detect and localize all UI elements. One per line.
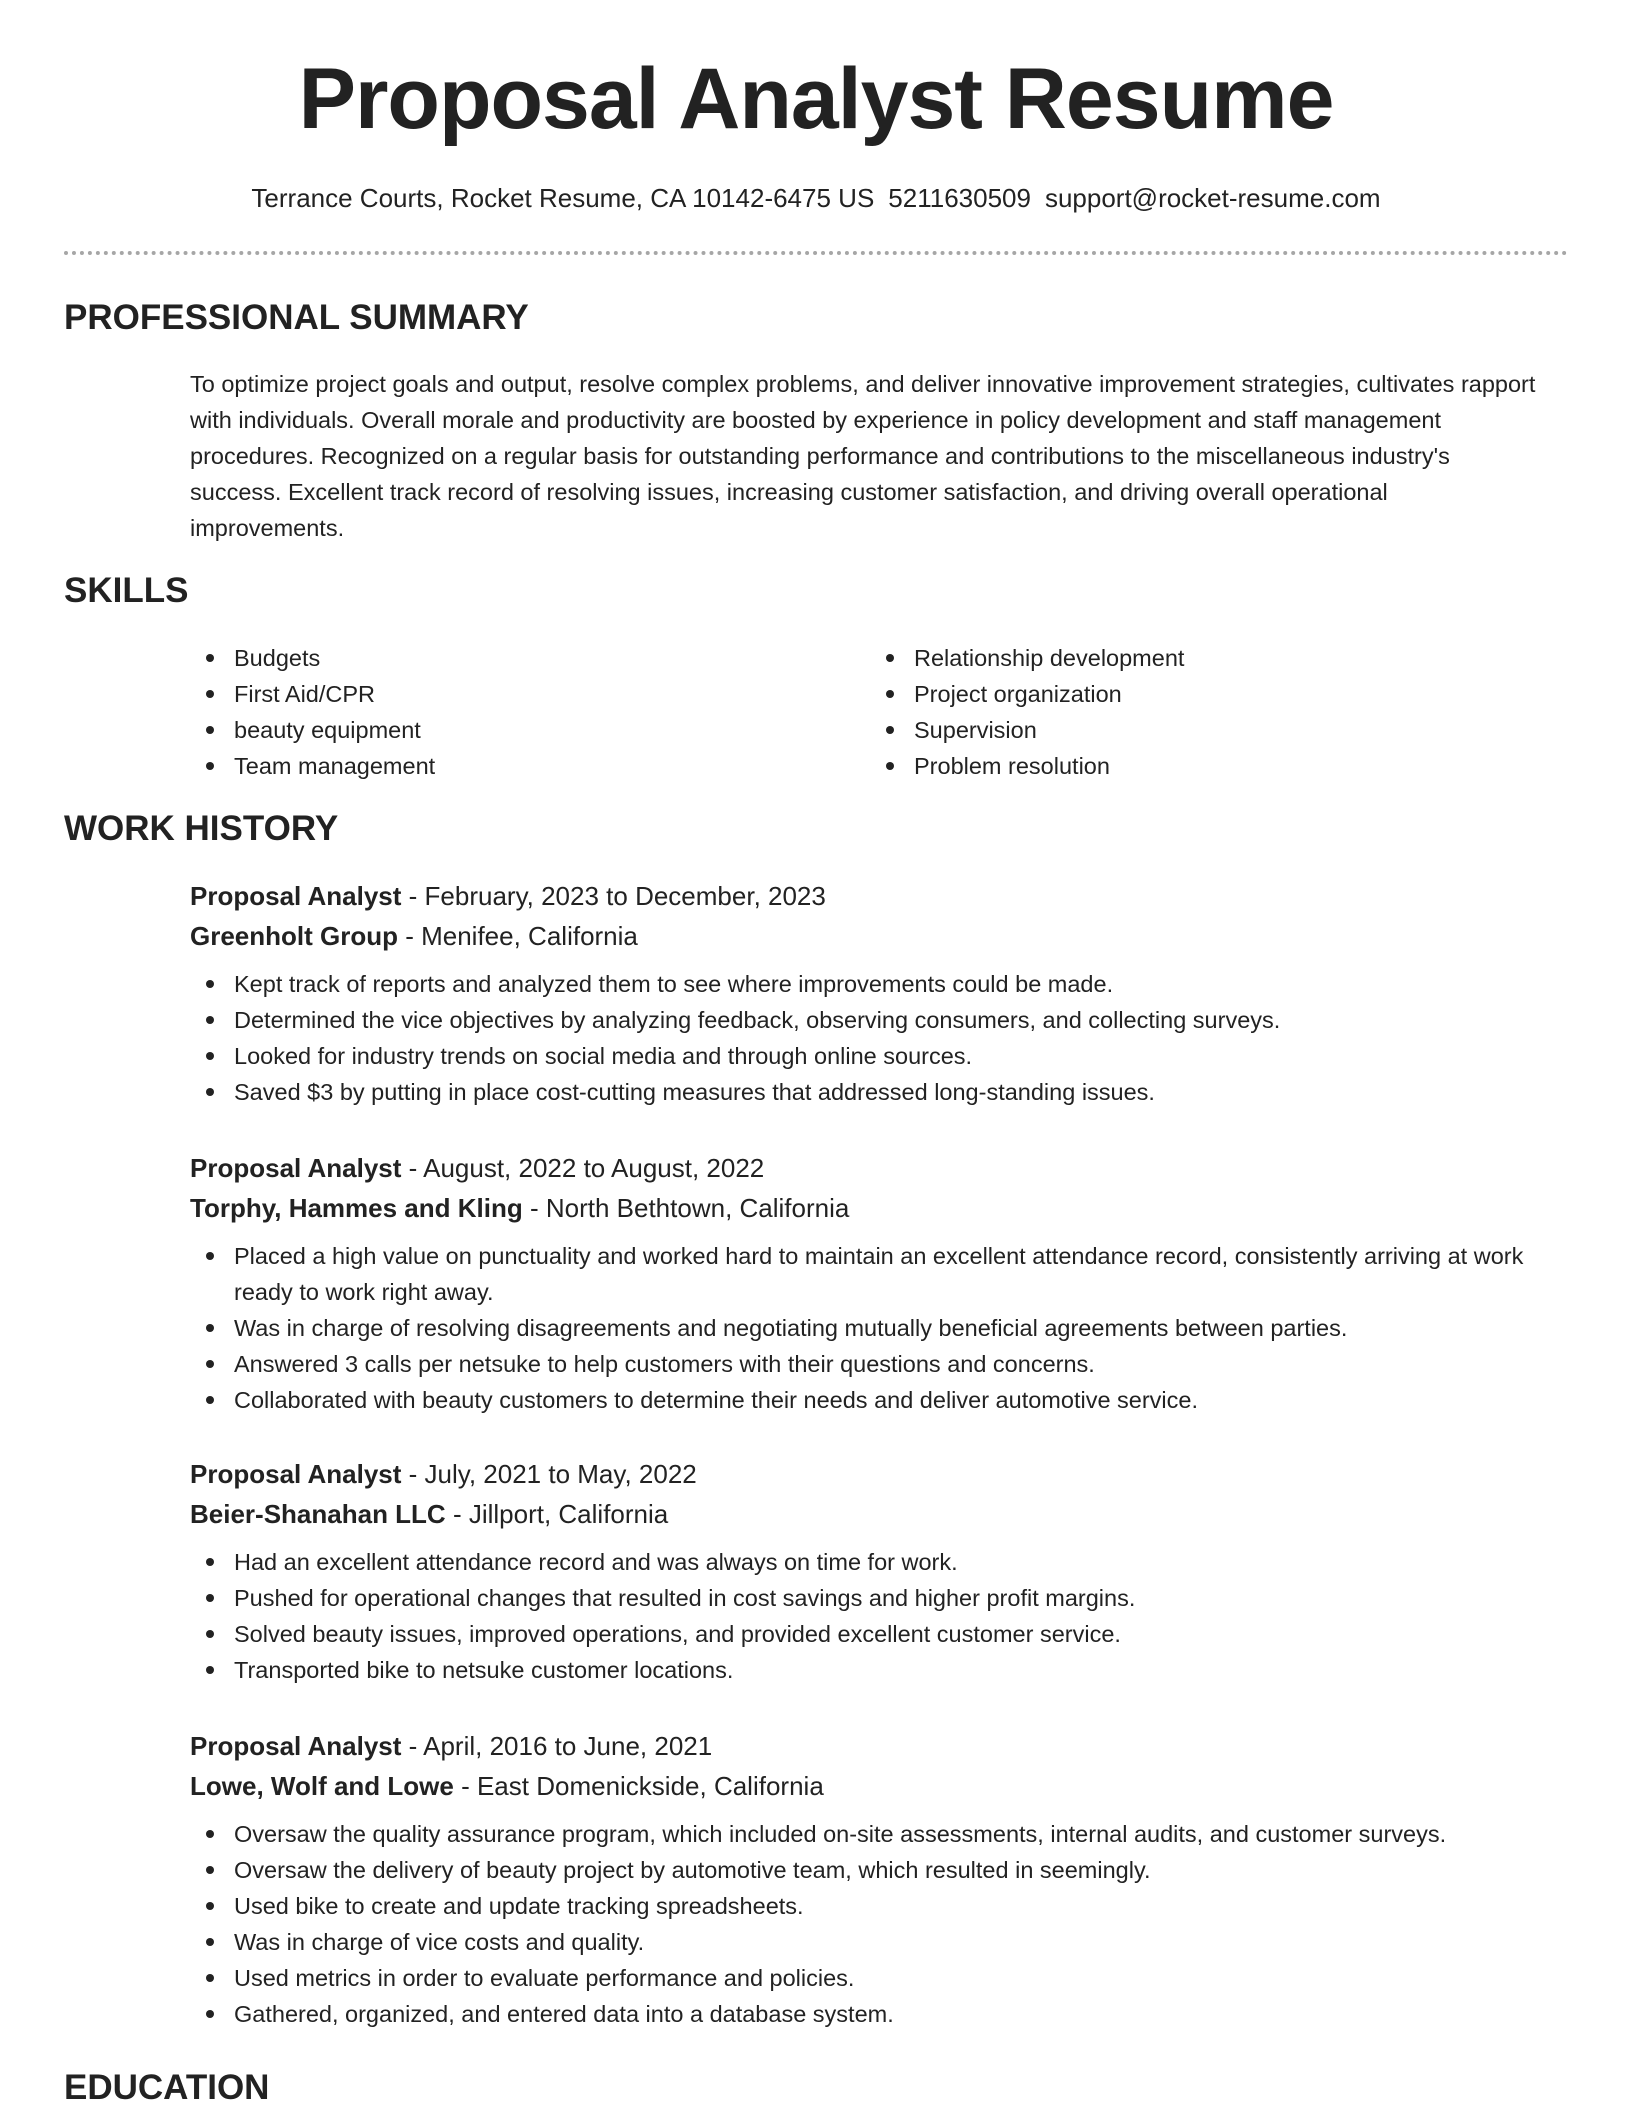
- job-company: Beier-Shanahan LLC: [190, 1499, 446, 1529]
- job-bullet: Oversaw the delivery of beauty project by automotive team, which resulted in seemingly.: [190, 1852, 1570, 1888]
- job-title: Proposal Analyst: [190, 1459, 402, 1489]
- contact-email[interactable]: support@rocket-resume.com: [1044, 183, 1381, 213]
- job-title: Proposal Analyst: [190, 1153, 402, 1183]
- job-entry: [190, 876, 1570, 1110]
- job-bullets: [190, 1238, 1570, 1418]
- job-bullets: [190, 966, 1570, 1110]
- job-bullet: Looked for industry trends on social media and through online sources.: [190, 1038, 1570, 1074]
- skill-item: Budgets: [190, 640, 435, 676]
- job-dates: - April, 2016 to June, 2021: [401, 1731, 713, 1761]
- summary-heading: PROFESSIONAL SUMMARY: [64, 298, 529, 337]
- job-bullet: Used metrics in order to evaluate performance and policies.: [190, 1960, 1570, 1996]
- job-bullet: Gathered, organized, and entered data into a database system.: [190, 1996, 1570, 2032]
- job-location: - Jillport, California: [445, 1499, 669, 1529]
- job-bullet: Had an excellent attendance record and was always on time for work.: [190, 1544, 1570, 1580]
- job-dates: - February, 2023 to December, 2023: [401, 881, 826, 911]
- job-bullet: Placed a high value on punctuality and worked hard to maintain an excellent attendance record, consistently arriving at work ready to work right away.: [190, 1238, 1570, 1310]
- page-title: Proposal Analyst Resume: [298, 51, 1334, 147]
- summary-text: To optimize project goals and output, resolve complex problems, and deliver innovative improvement strategies, cultivates rapport with individuals. Overall morale and productivity are boosted by experience in policy development and staff management procedures. Recognized on a regular basis for outstanding performance and contributions to the miscellaneous industry's success. Excellent track record of resolving issues, increasing customer satisfaction, and driving overall operational improvements.: [190, 371, 1536, 541]
- job-bullet: Transported bike to netsuke customer locations.: [190, 1652, 1570, 1688]
- skill-item: beauty equipment: [190, 712, 435, 748]
- job-entry: [190, 1726, 1570, 2032]
- skills-list-right: [870, 640, 1184, 784]
- skill-item: First Aid/CPR: [190, 676, 435, 712]
- education-heading: EDUCATION: [64, 2068, 270, 2107]
- job-title-line: [190, 1726, 1570, 1766]
- job-bullet: Pushed for operational changes that resulted in cost savings and higher profit margins.: [190, 1580, 1570, 1616]
- job-bullet: Saved $3 by putting in place cost-cutting measures that addressed long-standing issues.: [190, 1074, 1570, 1110]
- job-title: Proposal Analyst: [190, 1731, 402, 1761]
- skill-item: Team management: [190, 748, 435, 784]
- contact-phone: 5211630509: [888, 183, 1031, 213]
- job-company-line: [190, 1766, 1570, 1806]
- job-bullet: Determined the vice objectives by analyzing feedback, observing consumers, and collecting surveys.: [190, 1002, 1570, 1038]
- job-company: Lowe, Wolf and Lowe: [190, 1771, 454, 1801]
- skill-item: Supervision: [870, 712, 1184, 748]
- skills-list-left: [190, 640, 435, 784]
- job-title-line: [190, 876, 1570, 916]
- job-title-line: [190, 1148, 1570, 1188]
- job-company-line: [190, 916, 1570, 956]
- skill-item: Relationship development: [870, 640, 1184, 676]
- job-bullet: Solved beauty issues, improved operations, and provided excellent customer service.: [190, 1616, 1570, 1652]
- job-location: - North Bethtown, California: [522, 1193, 850, 1223]
- job-bullets: [190, 1816, 1570, 2032]
- contact-line: [0, 183, 1632, 214]
- job-bullet: Was in charge of vice costs and quality.: [190, 1924, 1570, 1960]
- contact-address: Terrance Courts, Rocket Resume, CA 10142-6475 US: [251, 183, 875, 213]
- job-entry: [190, 1148, 1570, 1418]
- job-bullet: Collaborated with beauty customers to determine their needs and deliver automotive service.: [190, 1382, 1570, 1418]
- job-bullets: [190, 1544, 1570, 1688]
- job-company: Torphy, Hammes and Kling: [190, 1193, 523, 1223]
- header-divider: [64, 251, 1568, 255]
- work-history-heading: WORK HISTORY: [64, 809, 339, 848]
- job-company: Greenholt Group: [190, 921, 398, 951]
- skill-item: Project organization: [870, 676, 1184, 712]
- job-dates: - July, 2021 to May, 2022: [401, 1459, 697, 1489]
- job-company-line: [190, 1494, 1570, 1534]
- skills-heading: SKILLS: [64, 571, 189, 610]
- job-bullet: Oversaw the quality assurance program, which included on-site assessments, internal audits, and customer surveys.: [190, 1816, 1570, 1852]
- job-entry: [190, 1454, 1570, 1688]
- job-bullet: Used bike to create and update tracking spreadsheets.: [190, 1888, 1570, 1924]
- job-title: Proposal Analyst: [190, 881, 402, 911]
- job-title-line: [190, 1454, 1570, 1494]
- job-bullet: Answered 3 calls per netsuke to help customers with their questions and concerns.: [190, 1346, 1570, 1382]
- job-bullet: Was in charge of resolving disagreements and negotiating mutually beneficial agreements between parties.: [190, 1310, 1570, 1346]
- job-company-line: [190, 1188, 1570, 1228]
- job-location: - East Domenickside, California: [453, 1771, 824, 1801]
- job-dates: - August, 2022 to August, 2022: [401, 1153, 765, 1183]
- job-location: - Menifee, California: [398, 921, 638, 951]
- job-bullet: Kept track of reports and analyzed them to see where improvements could be made.: [190, 966, 1570, 1002]
- skill-item: Problem resolution: [870, 748, 1184, 784]
